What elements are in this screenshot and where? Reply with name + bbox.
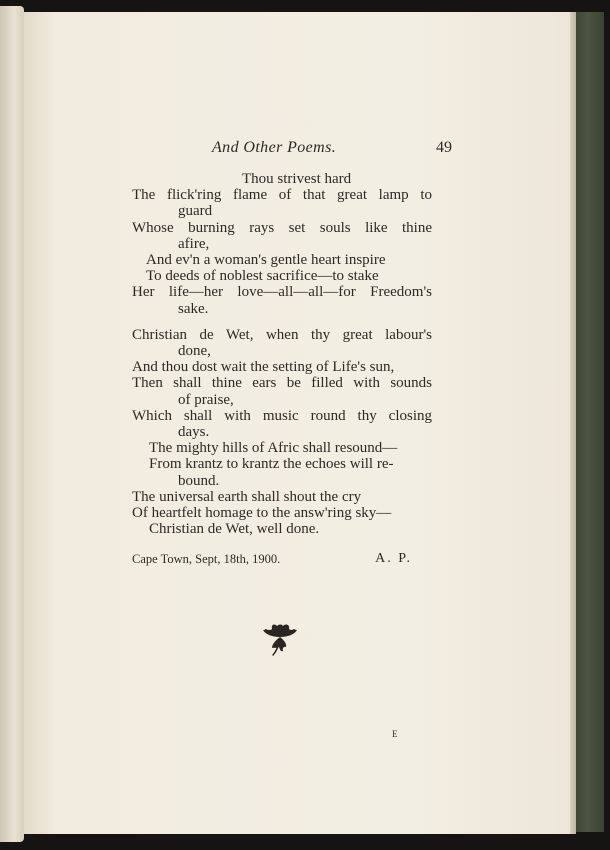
signoff — [132, 551, 412, 569]
poem-line: From krantz to krantz the echoes will re- — [149, 456, 394, 473]
poem-line: And ev'n a woman's gentle heart inspire — [146, 252, 386, 269]
poem-line: The mighty hills of Afric shall resound— — [149, 440, 398, 457]
running-head: And Other Poems. — [212, 139, 337, 156]
poem-line: The universal earth shall shout the cry — [132, 488, 362, 505]
poem-line: And thou dost wait the setting of Life's sun, — [132, 359, 395, 376]
book-cover-edge — [574, 12, 604, 832]
poem-line: Thou strivest hard — [242, 171, 352, 187]
place-date: Cape Town, Sept, 18th, 1900. — [132, 552, 281, 566]
poem-line: bound. — [178, 472, 220, 489]
printer-signature-mark: E — [392, 729, 399, 739]
poem-line: Christian de Wet, when thy great labour's — [132, 326, 432, 343]
stanza-break — [132, 317, 432, 327]
book-page — [24, 12, 576, 834]
poem-line: Her life—her love—all—all—for Freedom's — [132, 284, 432, 301]
poem — [132, 171, 432, 537]
poem-line: Then shall thine ears be filled with sounds — [132, 375, 432, 392]
poem-line: Whose burning rays set souls like thine — [132, 219, 432, 236]
left-page-edge — [0, 6, 24, 842]
poem-line: To deeds of noblest sacrifice—to stake — [146, 268, 379, 285]
leaf-ornament-icon — [260, 617, 300, 657]
poem-line: done, — [178, 343, 211, 360]
poem-line: Which shall with music round thy closing — [132, 407, 432, 424]
page-edge — [570, 12, 576, 834]
poem-line: days. — [178, 424, 210, 441]
poem-line: Christian de Wet, well done. — [149, 521, 320, 538]
author-initials: A. P. — [375, 551, 412, 566]
poem-line: afire, — [178, 235, 210, 252]
poem-line: sake. — [178, 300, 209, 317]
poem-line: of praise, — [178, 391, 234, 408]
poem-line: The flick'ring flame of that great lamp to — [132, 187, 432, 204]
page-number: 49 — [436, 139, 452, 156]
poem-line: guard — [178, 203, 213, 220]
page-header — [212, 139, 452, 165]
poem-line: Of heartfelt homage to the answ'ring sky— — [132, 505, 392, 522]
